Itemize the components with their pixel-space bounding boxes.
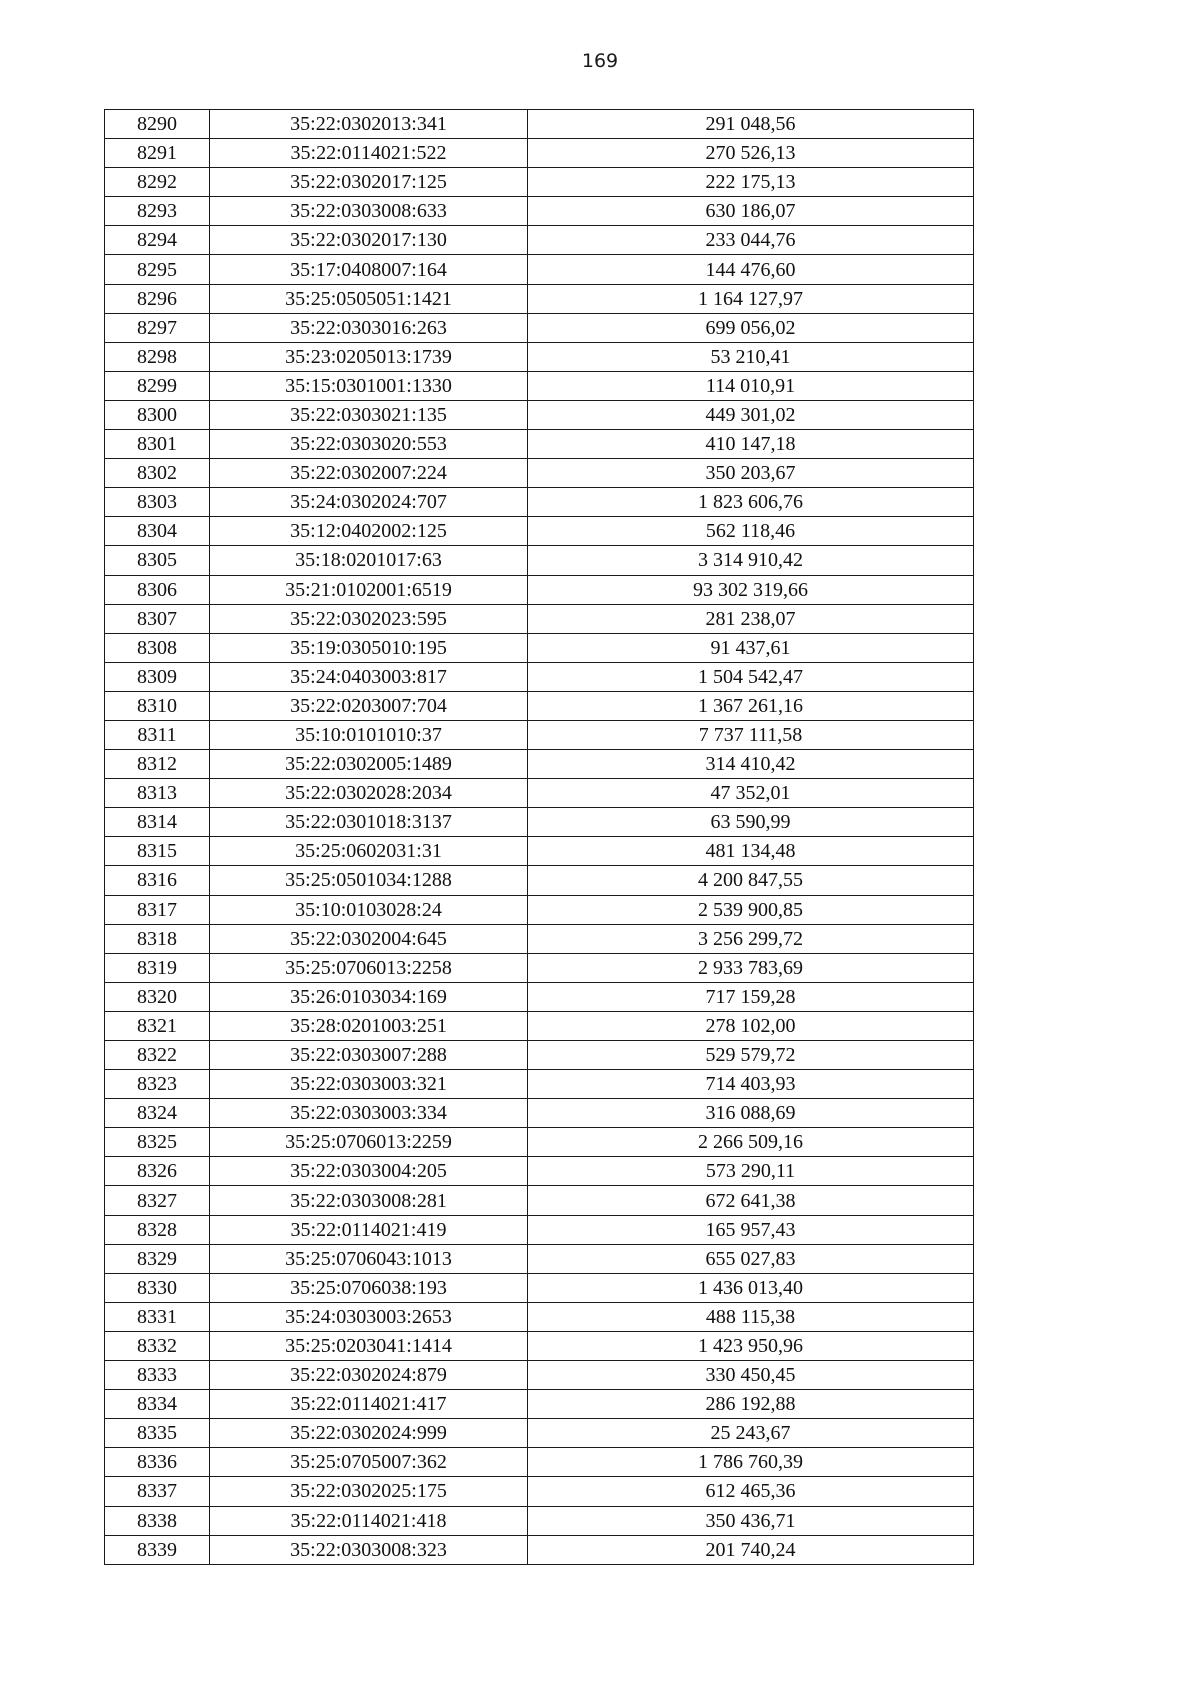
table-row xyxy=(105,1157,974,1186)
row-number-cell: 8339 xyxy=(105,1535,210,1564)
value-cell: 286 192,88 xyxy=(528,1390,974,1419)
cadastral-number-cell: 35:24:0403003:817 xyxy=(210,662,528,691)
cadastral-number-cell: 35:25:0602031:31 xyxy=(210,837,528,866)
row-number-cell: 8337 xyxy=(105,1477,210,1506)
cadastral-number-cell: 35:22:0302004:645 xyxy=(210,924,528,953)
value-cell: 53 210,41 xyxy=(528,342,974,371)
value-cell: 233 044,76 xyxy=(528,226,974,255)
row-number-cell: 8303 xyxy=(105,488,210,517)
cadastral-number-cell: 35:22:0302025:175 xyxy=(210,1477,528,1506)
row-number-cell: 8298 xyxy=(105,342,210,371)
row-number-cell: 8301 xyxy=(105,430,210,459)
value-cell: 350 203,67 xyxy=(528,459,974,488)
table-row xyxy=(105,1070,974,1099)
value-cell: 281 238,07 xyxy=(528,604,974,633)
cadastral-number-cell: 35:22:0302028:2034 xyxy=(210,779,528,808)
row-number-cell: 8291 xyxy=(105,139,210,168)
cadastral-number-cell: 35:22:0203007:704 xyxy=(210,691,528,720)
value-cell: 699 056,02 xyxy=(528,313,974,342)
cadastral-number-cell: 35:25:0705007:362 xyxy=(210,1448,528,1477)
table-row xyxy=(105,1506,974,1535)
table-row xyxy=(105,1186,974,1215)
value-cell: 2 933 783,69 xyxy=(528,953,974,982)
cadastral-number-cell: 35:22:0302017:130 xyxy=(210,226,528,255)
row-number-cell: 8295 xyxy=(105,255,210,284)
table-row xyxy=(105,226,974,255)
row-number-cell: 8328 xyxy=(105,1215,210,1244)
value-cell: 1 423 950,96 xyxy=(528,1331,974,1360)
table-row xyxy=(105,1273,974,1302)
cadastral-number-cell: 35:25:0505051:1421 xyxy=(210,284,528,313)
table-row xyxy=(105,1099,974,1128)
cadastral-number-cell: 35:12:0402002:125 xyxy=(210,517,528,546)
row-number-cell: 8314 xyxy=(105,808,210,837)
table-row xyxy=(105,1302,974,1331)
value-cell: 4 200 847,55 xyxy=(528,866,974,895)
cadastral-number-cell: 35:22:0303003:334 xyxy=(210,1099,528,1128)
table-row xyxy=(105,1390,974,1419)
value-cell: 1 367 261,16 xyxy=(528,691,974,720)
row-number-cell: 8311 xyxy=(105,720,210,749)
row-number-cell: 8300 xyxy=(105,400,210,429)
table-row xyxy=(105,866,974,895)
row-number-cell: 8324 xyxy=(105,1099,210,1128)
value-cell: 481 134,48 xyxy=(528,837,974,866)
value-cell: 201 740,24 xyxy=(528,1535,974,1564)
table-row xyxy=(105,430,974,459)
cadastral-value-table xyxy=(104,109,974,1565)
cadastral-number-cell: 35:10:0103028:24 xyxy=(210,895,528,924)
row-number-cell: 8338 xyxy=(105,1506,210,1535)
table-row xyxy=(105,488,974,517)
value-cell: 655 027,83 xyxy=(528,1244,974,1273)
row-number-cell: 8326 xyxy=(105,1157,210,1186)
cadastral-number-cell: 35:22:0302023:595 xyxy=(210,604,528,633)
table-row xyxy=(105,517,974,546)
table-row xyxy=(105,255,974,284)
cadastral-number-cell: 35:22:0302007:224 xyxy=(210,459,528,488)
cadastral-number-cell: 35:22:0303008:633 xyxy=(210,197,528,226)
table-row xyxy=(105,1448,974,1477)
row-number-cell: 8321 xyxy=(105,1011,210,1040)
cadastral-number-cell: 35:25:0501034:1288 xyxy=(210,866,528,895)
cadastral-number-cell: 35:22:0301018:3137 xyxy=(210,808,528,837)
cadastral-number-cell: 35:17:0408007:164 xyxy=(210,255,528,284)
cadastral-number-cell: 35:22:0303004:205 xyxy=(210,1157,528,1186)
row-number-cell: 8336 xyxy=(105,1448,210,1477)
table-row xyxy=(105,168,974,197)
table-row xyxy=(105,197,974,226)
row-number-cell: 8331 xyxy=(105,1302,210,1331)
cadastral-number-cell: 35:22:0302017:125 xyxy=(210,168,528,197)
value-cell: 1 786 760,39 xyxy=(528,1448,974,1477)
table-row xyxy=(105,953,974,982)
row-number-cell: 8323 xyxy=(105,1070,210,1099)
table-row xyxy=(105,400,974,429)
cadastral-number-cell: 35:22:0303003:321 xyxy=(210,1070,528,1099)
row-number-cell: 8290 xyxy=(105,110,210,139)
value-cell: 3 256 299,72 xyxy=(528,924,974,953)
value-cell: 330 450,45 xyxy=(528,1361,974,1390)
table-row xyxy=(105,284,974,313)
cadastral-number-cell: 35:15:0301001:1330 xyxy=(210,371,528,400)
table-row xyxy=(105,808,974,837)
value-cell: 114 010,91 xyxy=(528,371,974,400)
table-row xyxy=(105,750,974,779)
row-number-cell: 8313 xyxy=(105,779,210,808)
table-row xyxy=(105,1419,974,1448)
row-number-cell: 8322 xyxy=(105,1041,210,1070)
cadastral-number-cell: 35:21:0102001:6519 xyxy=(210,575,528,604)
table-row xyxy=(105,691,974,720)
cadastral-number-cell: 35:22:0114021:522 xyxy=(210,139,528,168)
value-cell: 449 301,02 xyxy=(528,400,974,429)
value-cell: 93 302 319,66 xyxy=(528,575,974,604)
row-number-cell: 8329 xyxy=(105,1244,210,1273)
row-number-cell: 8315 xyxy=(105,837,210,866)
cadastral-number-cell: 35:22:0303016:263 xyxy=(210,313,528,342)
row-number-cell: 8307 xyxy=(105,604,210,633)
cadastral-number-cell: 35:25:0706013:2259 xyxy=(210,1128,528,1157)
row-number-cell: 8305 xyxy=(105,546,210,575)
value-cell: 314 410,42 xyxy=(528,750,974,779)
table-row xyxy=(105,1215,974,1244)
table-row xyxy=(105,1011,974,1040)
value-cell: 47 352,01 xyxy=(528,779,974,808)
value-cell: 1 436 013,40 xyxy=(528,1273,974,1302)
table-row xyxy=(105,575,974,604)
cadastral-number-cell: 35:22:0303020:553 xyxy=(210,430,528,459)
cadastral-number-cell: 35:23:0205013:1739 xyxy=(210,342,528,371)
value-cell: 3 314 910,42 xyxy=(528,546,974,575)
table-row xyxy=(105,895,974,924)
cadastral-number-cell: 35:22:0303008:281 xyxy=(210,1186,528,1215)
value-cell: 63 590,99 xyxy=(528,808,974,837)
row-number-cell: 8317 xyxy=(105,895,210,924)
cadastral-number-cell: 35:25:0203041:1414 xyxy=(210,1331,528,1360)
row-number-cell: 8312 xyxy=(105,750,210,779)
row-number-cell: 8327 xyxy=(105,1186,210,1215)
value-cell: 7 737 111,58 xyxy=(528,720,974,749)
table-row xyxy=(105,662,974,691)
value-cell: 488 115,38 xyxy=(528,1302,974,1331)
row-number-cell: 8306 xyxy=(105,575,210,604)
value-cell: 630 186,07 xyxy=(528,197,974,226)
value-cell: 316 088,69 xyxy=(528,1099,974,1128)
cadastral-number-cell: 35:25:0706043:1013 xyxy=(210,1244,528,1273)
value-cell: 1 164 127,97 xyxy=(528,284,974,313)
row-number-cell: 8319 xyxy=(105,953,210,982)
table-row xyxy=(105,720,974,749)
table-row xyxy=(105,1477,974,1506)
cadastral-number-cell: 35:22:0303021:135 xyxy=(210,400,528,429)
value-cell: 2 539 900,85 xyxy=(528,895,974,924)
value-cell: 1 504 542,47 xyxy=(528,662,974,691)
value-cell: 573 290,11 xyxy=(528,1157,974,1186)
value-cell: 562 118,46 xyxy=(528,517,974,546)
row-number-cell: 8333 xyxy=(105,1361,210,1390)
row-number-cell: 8330 xyxy=(105,1273,210,1302)
cadastral-number-cell: 35:25:0706013:2258 xyxy=(210,953,528,982)
table-row xyxy=(105,1041,974,1070)
table-row xyxy=(105,313,974,342)
table-row xyxy=(105,459,974,488)
row-number-cell: 8332 xyxy=(105,1331,210,1360)
cadastral-number-cell: 35:24:0303003:2653 xyxy=(210,1302,528,1331)
table-row xyxy=(105,604,974,633)
row-number-cell: 8320 xyxy=(105,982,210,1011)
value-cell: 165 957,43 xyxy=(528,1215,974,1244)
cadastral-number-cell: 35:22:0303007:288 xyxy=(210,1041,528,1070)
cadastral-number-cell: 35:26:0103034:169 xyxy=(210,982,528,1011)
value-cell: 714 403,93 xyxy=(528,1070,974,1099)
table-row xyxy=(105,546,974,575)
cadastral-number-cell: 35:25:0706038:193 xyxy=(210,1273,528,1302)
cadastral-number-cell: 35:22:0114021:418 xyxy=(210,1506,528,1535)
row-number-cell: 8308 xyxy=(105,633,210,662)
row-number-cell: 8293 xyxy=(105,197,210,226)
value-cell: 25 243,67 xyxy=(528,1419,974,1448)
cadastral-number-cell: 35:19:0305010:195 xyxy=(210,633,528,662)
row-number-cell: 8302 xyxy=(105,459,210,488)
value-cell: 270 526,13 xyxy=(528,139,974,168)
value-cell: 291 048,56 xyxy=(528,110,974,139)
value-cell: 717 159,28 xyxy=(528,982,974,1011)
cadastral-number-cell: 35:22:0114021:419 xyxy=(210,1215,528,1244)
table-row xyxy=(105,982,974,1011)
value-cell: 1 823 606,76 xyxy=(528,488,974,517)
table-body xyxy=(105,110,974,1565)
row-number-cell: 8334 xyxy=(105,1390,210,1419)
table-row xyxy=(105,1128,974,1157)
cadastral-number-cell: 35:22:0114021:417 xyxy=(210,1390,528,1419)
cadastral-number-cell: 35:22:0303008:323 xyxy=(210,1535,528,1564)
row-number-cell: 8309 xyxy=(105,662,210,691)
row-number-cell: 8325 xyxy=(105,1128,210,1157)
value-cell: 410 147,18 xyxy=(528,430,974,459)
table-row xyxy=(105,1361,974,1390)
table-row xyxy=(105,139,974,168)
table-row xyxy=(105,1535,974,1564)
cadastral-number-cell: 35:18:0201017:63 xyxy=(210,546,528,575)
row-number-cell: 8318 xyxy=(105,924,210,953)
table-row xyxy=(105,1244,974,1273)
value-cell: 350 436,71 xyxy=(528,1506,974,1535)
row-number-cell: 8304 xyxy=(105,517,210,546)
table-row xyxy=(105,837,974,866)
value-cell: 144 476,60 xyxy=(528,255,974,284)
cadastral-number-cell: 35:22:0302005:1489 xyxy=(210,750,528,779)
cadastral-number-cell: 35:22:0302024:999 xyxy=(210,1419,528,1448)
value-cell: 278 102,00 xyxy=(528,1011,974,1040)
table-row xyxy=(105,342,974,371)
row-number-cell: 8297 xyxy=(105,313,210,342)
value-cell: 91 437,61 xyxy=(528,633,974,662)
cadastral-number-cell: 35:22:0302013:341 xyxy=(210,110,528,139)
table-row xyxy=(105,779,974,808)
row-number-cell: 8292 xyxy=(105,168,210,197)
table-row xyxy=(105,371,974,400)
row-number-cell: 8316 xyxy=(105,866,210,895)
cadastral-number-cell: 35:22:0302024:879 xyxy=(210,1361,528,1390)
value-cell: 529 579,72 xyxy=(528,1041,974,1070)
table-row xyxy=(105,110,974,139)
page-number: 169 xyxy=(581,50,619,72)
value-cell: 2 266 509,16 xyxy=(528,1128,974,1157)
value-cell: 672 641,38 xyxy=(528,1186,974,1215)
row-number-cell: 8294 xyxy=(105,226,210,255)
value-cell: 222 175,13 xyxy=(528,168,974,197)
row-number-cell: 8296 xyxy=(105,284,210,313)
table-row xyxy=(105,633,974,662)
cadastral-number-cell: 35:10:0101010:37 xyxy=(210,720,528,749)
table-row xyxy=(105,924,974,953)
cadastral-number-cell: 35:28:0201003:251 xyxy=(210,1011,528,1040)
table-row xyxy=(105,1331,974,1360)
row-number-cell: 8299 xyxy=(105,371,210,400)
row-number-cell: 8310 xyxy=(105,691,210,720)
cadastral-number-cell: 35:24:0302024:707 xyxy=(210,488,528,517)
row-number-cell: 8335 xyxy=(105,1419,210,1448)
value-cell: 612 465,36 xyxy=(528,1477,974,1506)
